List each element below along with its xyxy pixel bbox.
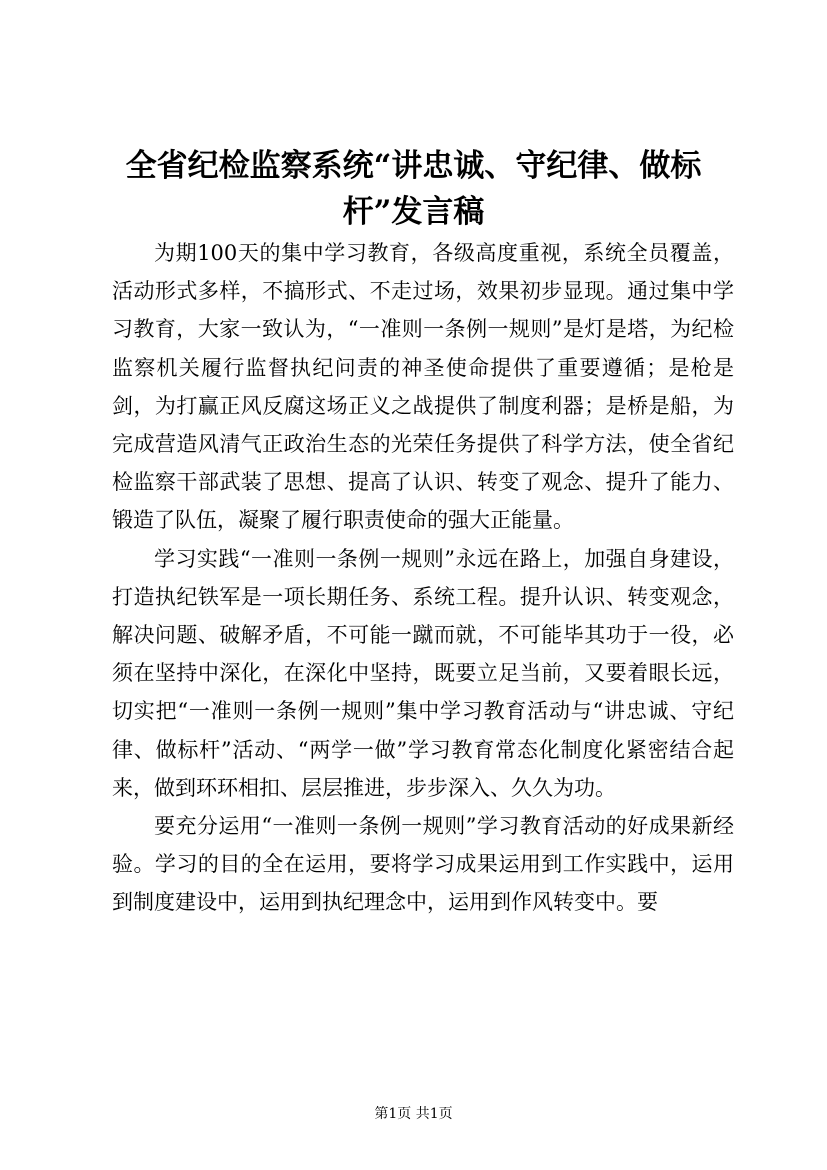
paragraph-2: 学习实践“一准则一条例一规则”永远在路上，加强自身建设，打造执纪铁军是一项长期任务、系统工程。提升认识、转变观念，解决问题、破解矛盾，不可能一蹴而就，不可能毕其功于一役，必须在坚持中深化，在深化中坚持，既要立足当前，又要着眼长远，切实把“一准则一条例一规则”集中学习教育活动与“讲忠诚、守纪律、做标杆”活动、“两学一做”学习教育常态化制度化紧密结合起来，做到环环相扣、层层推进，步步深入、久久为功。 (112, 546, 734, 800)
page-footer: 第1页 共1页 (374, 1106, 453, 1122)
paragraph-3: 要充分运用“一准则一条例一规则”学习教育活动的好成果新经验。学习的目的全在运用，要将学习成果运用到工作实践中，运用到制度建设中，运用到执纪理念中，运用到作风转变中。要 (112, 814, 734, 915)
document-body (112, 234, 734, 922)
document-title: 全省纪检监察系统“讲忠诚、守纪律、做标杆”发言稿 (125, 148, 702, 230)
paragraph-1: 为期100天的集中学习教育，各级高度重视，系统全员覆盖，活动形式多样，不搞形式、不走过场，效果初步显现。通过集中学习教育，大家一致认为，“一准则一条例一规则”是灯是塔，为纪检监察机关履行监督执纪问责的神圣使命提供了重要遵循；是枪是剑，为打赢正风反腐这场正义之战提供了制度利器；是桥是船，为完成营造风清气正政治生态的光荣任务提供了科学方法，使全省纪检监察干部武装了思想、提高了认识、转变了观念、提升了能力、锻造了队伍，凝聚了履行职责使命的强大正能量。 (112, 241, 734, 533)
